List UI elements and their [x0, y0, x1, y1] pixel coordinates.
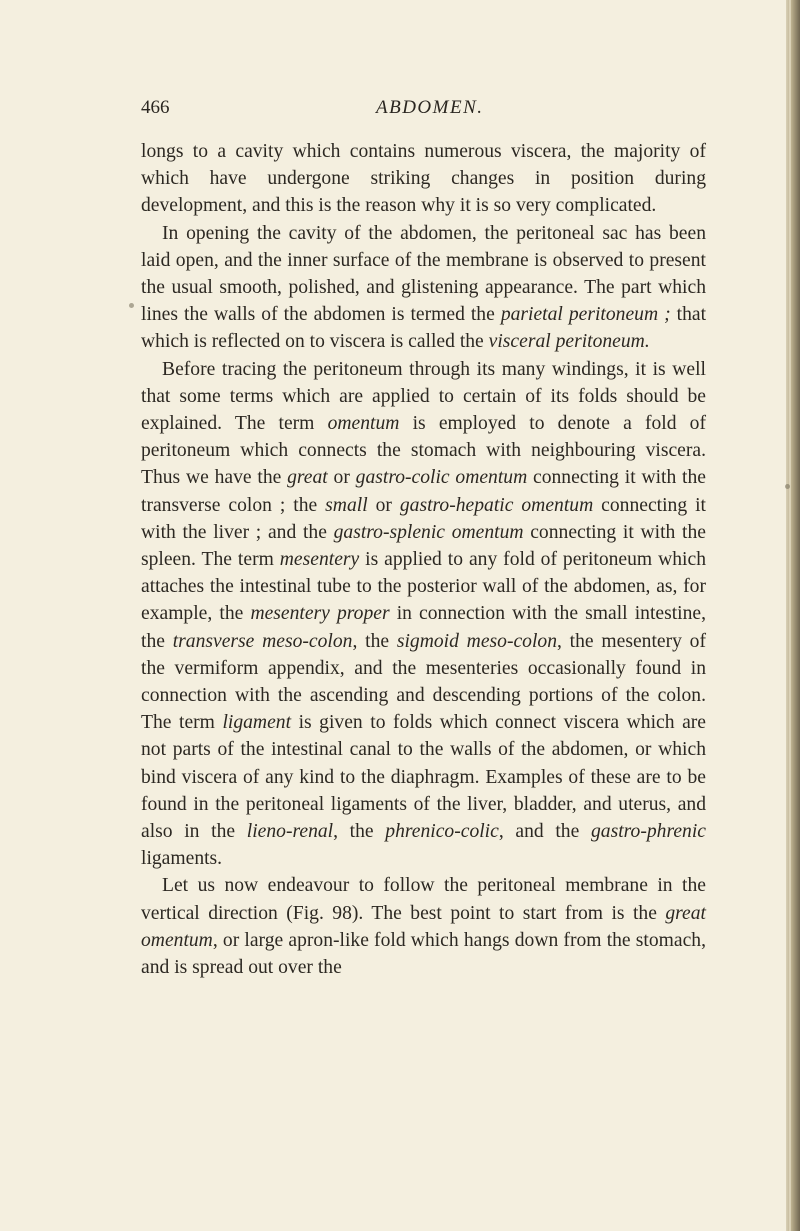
- text-run: connecting it with the liver ; and the: [141, 494, 706, 543]
- italic-term: visceral peritoneum.: [488, 331, 650, 353]
- page-edge: [786, 0, 800, 1231]
- text-run: , or large apron-like fold which hangs down from the stomach, and is spread out over the: [141, 929, 706, 979]
- text-run: ligaments.: [141, 848, 223, 870]
- paragraph: [141, 356, 706, 873]
- text-run: , and the: [498, 821, 591, 843]
- page-number: 466: [141, 97, 170, 118]
- italic-term: ligament: [222, 712, 292, 734]
- text-run: longs to a cavity which contains numerous viscera, the majority of which have undergone striking changes in position during development, and this is the reason why it is so very complicated.: [141, 141, 706, 217]
- paragraph: [141, 220, 706, 356]
- italic-term: sigmoid meso-colon: [396, 630, 557, 652]
- paragraph: [141, 872, 706, 981]
- italic-term: gastro-splenic omentum: [333, 521, 524, 543]
- italic-term: small: [325, 494, 368, 516]
- italic-term: gastro-hepatic omentum: [399, 494, 594, 516]
- text-run: or: [327, 467, 356, 489]
- text-run: in connection with the small intestine, the: [141, 603, 706, 652]
- running-head: [141, 97, 661, 125]
- paragraph: [141, 138, 706, 220]
- italic-term: transverse meso-colon: [172, 630, 353, 652]
- text-run: is given to folds which connect viscera which are not parts of the intestinal canal to the walls of the abdomen, or which bind viscera of any kind to the diaphragm. Examples of these are to be found in the peritoneal ligaments of the liver, bladder, and uterus, and also in the: [141, 712, 706, 843]
- text-run: is employed to denote a fold of peritoneum which connects the stomach with neighbouring viscera. Thus we have the: [141, 413, 706, 489]
- binding-mark: [785, 484, 790, 489]
- italic-term: phrenico-colic: [385, 821, 499, 843]
- text-run: , the: [333, 821, 386, 843]
- text-run: , the mesentery of the vermiform appendix, and the mesenteries occasionally found in connection with the ascending and descending portions of the colon. The term: [141, 630, 706, 734]
- text-run: , the: [352, 630, 397, 652]
- italic-term: lieno-renal: [246, 821, 334, 843]
- italic-term: great omentum: [141, 902, 706, 951]
- page-title: ABDOMEN.: [376, 97, 484, 118]
- italic-term: mesentery: [279, 549, 360, 571]
- text-run: Let us now endeavour to follow the peritoneal membrane in the vertical direction (Fig. 98). The best point to start from is the: [141, 875, 706, 924]
- italic-term: parietal peritoneum ;: [500, 304, 671, 326]
- italic-term: great: [287, 467, 328, 489]
- italic-term: omentum: [327, 413, 400, 435]
- italic-term: gastro-phrenic: [590, 821, 706, 843]
- text-run: Before tracing the peritoneum through its many windings, it is well that some terms which are applied to certain of its folds should be explained. The term: [141, 358, 706, 435]
- italic-term: mesentery proper: [250, 603, 390, 625]
- text-run: or: [367, 494, 400, 516]
- text-run: In opening the cavity of the abdomen, the peritoneal sac has been laid open, and the inner surface of the membrane is observed to present the usual smooth, polished, and glistening appearance. The part which lines the walls of the abdomen is termed the: [141, 222, 706, 326]
- text-run: connecting it with the transverse colon ; the: [141, 467, 706, 516]
- text-run: is applied to any fold of peritoneum which attaches the intestinal tube to the posterior wall of the abdomen, as, for example, the: [141, 549, 706, 625]
- body-text: [141, 138, 706, 981]
- binding-mark: [129, 303, 134, 308]
- text-run: connecting it with the spleen. The term: [141, 521, 706, 571]
- italic-term: gastro-colic omentum: [355, 467, 528, 489]
- text-run: that which is reflected on to viscera is called the: [141, 304, 707, 353]
